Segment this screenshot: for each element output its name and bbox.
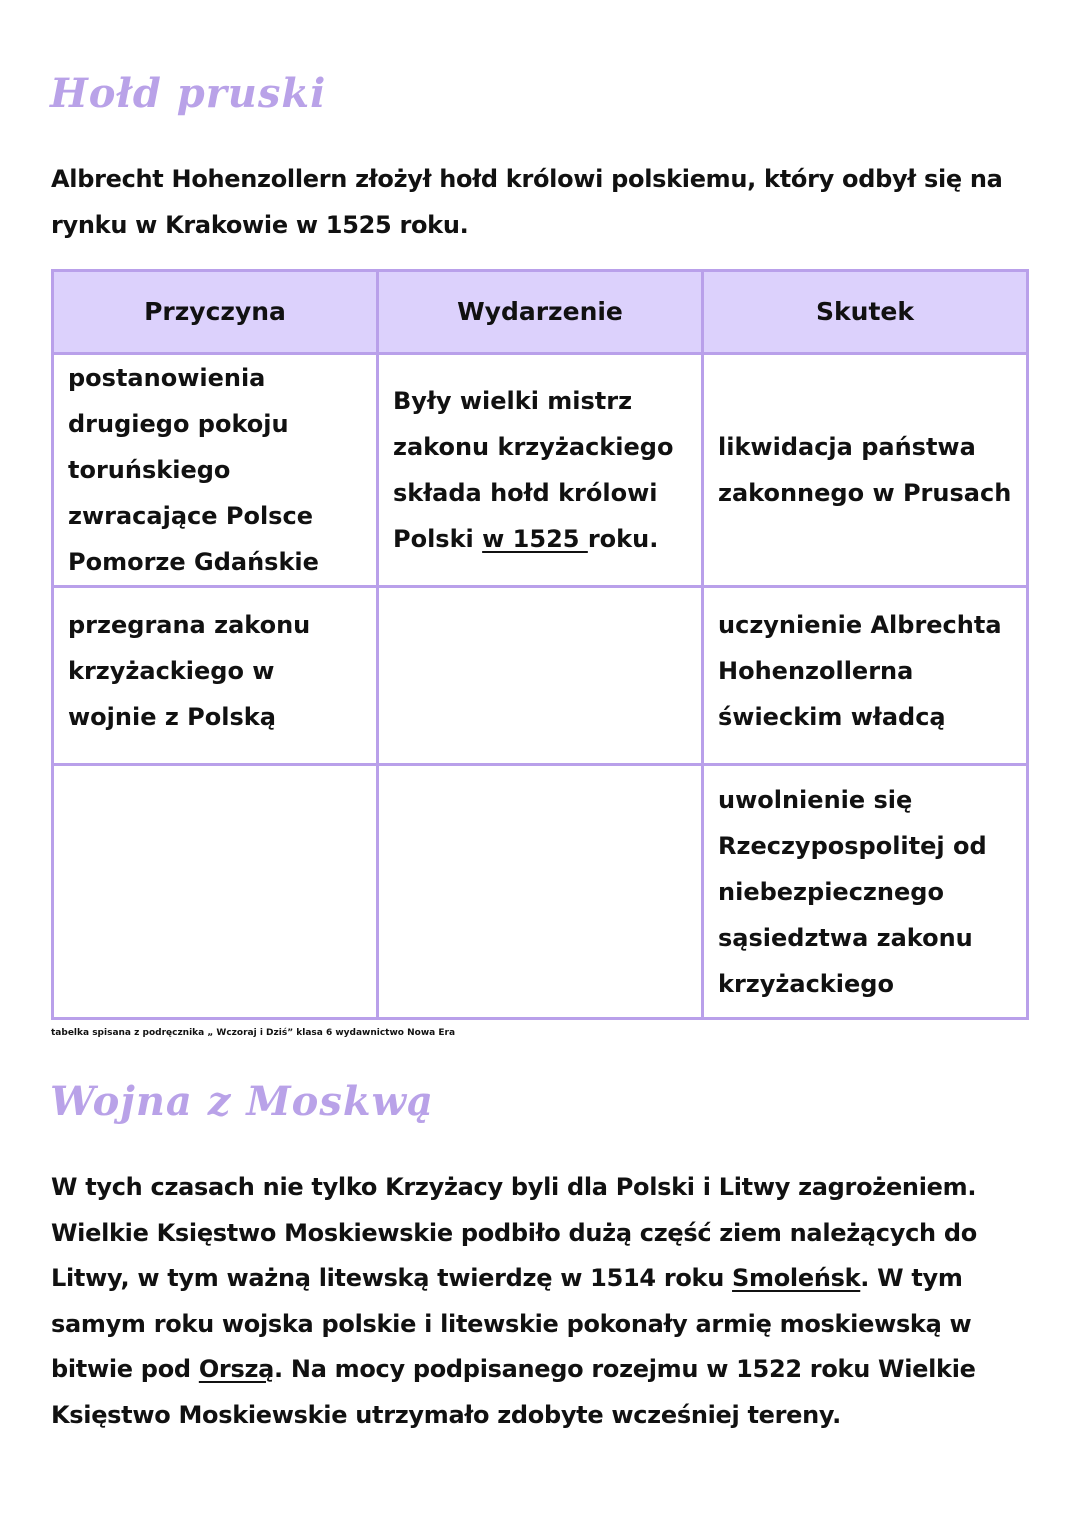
event-underlined-text: w 1525	[482, 525, 588, 553]
cause-event-effect-table	[51, 269, 1029, 1020]
underlined-orsza: Orszą	[198, 1355, 275, 1383]
header-cause: Przyczyna	[53, 271, 378, 354]
effect-cell: uczynienie Albrechta Hohenzollerna świeckim władcą	[703, 587, 1028, 765]
table-row	[53, 587, 1028, 765]
header-event: Wydarzenie	[378, 271, 703, 354]
event-text: Były wielki mistrz zakonu krzyżackiego składa hołd królowi Polski	[393, 387, 674, 553]
underlined-smolensk: Smoleńsk	[732, 1264, 861, 1292]
effect-cell: likwidacja państwa zakonnego w Prusach	[703, 354, 1028, 587]
event-cell-empty	[378, 765, 703, 1019]
moscow-paragraph	[51, 1165, 1011, 1438]
cause-cell: przegrana zakonu krzyżackiego w wojnie z Polską	[53, 587, 378, 765]
event-cell	[378, 354, 703, 587]
cause-cell: postanowienia drugiego pokoju toruńskiego zwracające Polsce Pomorze Gdańskie	[53, 354, 378, 587]
event-text-end: roku.	[587, 525, 659, 553]
text: . Na mocy podpisanego rozejmu w 1522 roku Wielkie Księstwo Moskiewskie utrzymało zdobyte wcześniej tereny.	[51, 1355, 976, 1429]
source-note: tabelka spisana z podręcznika „ Wczoraj i Dziś” klasa 6 wydawnictwo Nowa Era	[51, 1028, 456, 1038]
text: W tych czasach nie tylko Krzyżacy byli dla Polski i Litwy zagrożeniem. Wielkie Księstwo Moskiewskie podbiło dużą część ziem należących do Litwy, w tym ważną litewską twierdzę w 1514 roku	[51, 1173, 977, 1292]
section-title-hold-pruski: Hołd pruski	[50, 70, 327, 117]
section-title-wojna-z-moskwa: Wojna z Moskwą	[50, 1078, 434, 1125]
header-effect: Skutek	[703, 271, 1028, 354]
table-row	[53, 354, 1028, 587]
text: . W tym samym roku wojska polskie i litewskie pokonały armię moskiewską w bitwie pod	[51, 1264, 972, 1383]
effect-cell: uwolnienie się Rzeczypospolitej od niebezpiecznego sąsiedztwa zakonu krzyżackiego	[703, 765, 1028, 1019]
table-row	[53, 765, 1028, 1019]
event-cell-empty	[378, 587, 703, 765]
intro-paragraph: Albrecht Hohenzollern złożył hołd królowi polskiemu, który odbył się na rynku w Krakowie w 1525 roku.	[51, 165, 1003, 239]
cause-cell-empty	[53, 765, 378, 1019]
